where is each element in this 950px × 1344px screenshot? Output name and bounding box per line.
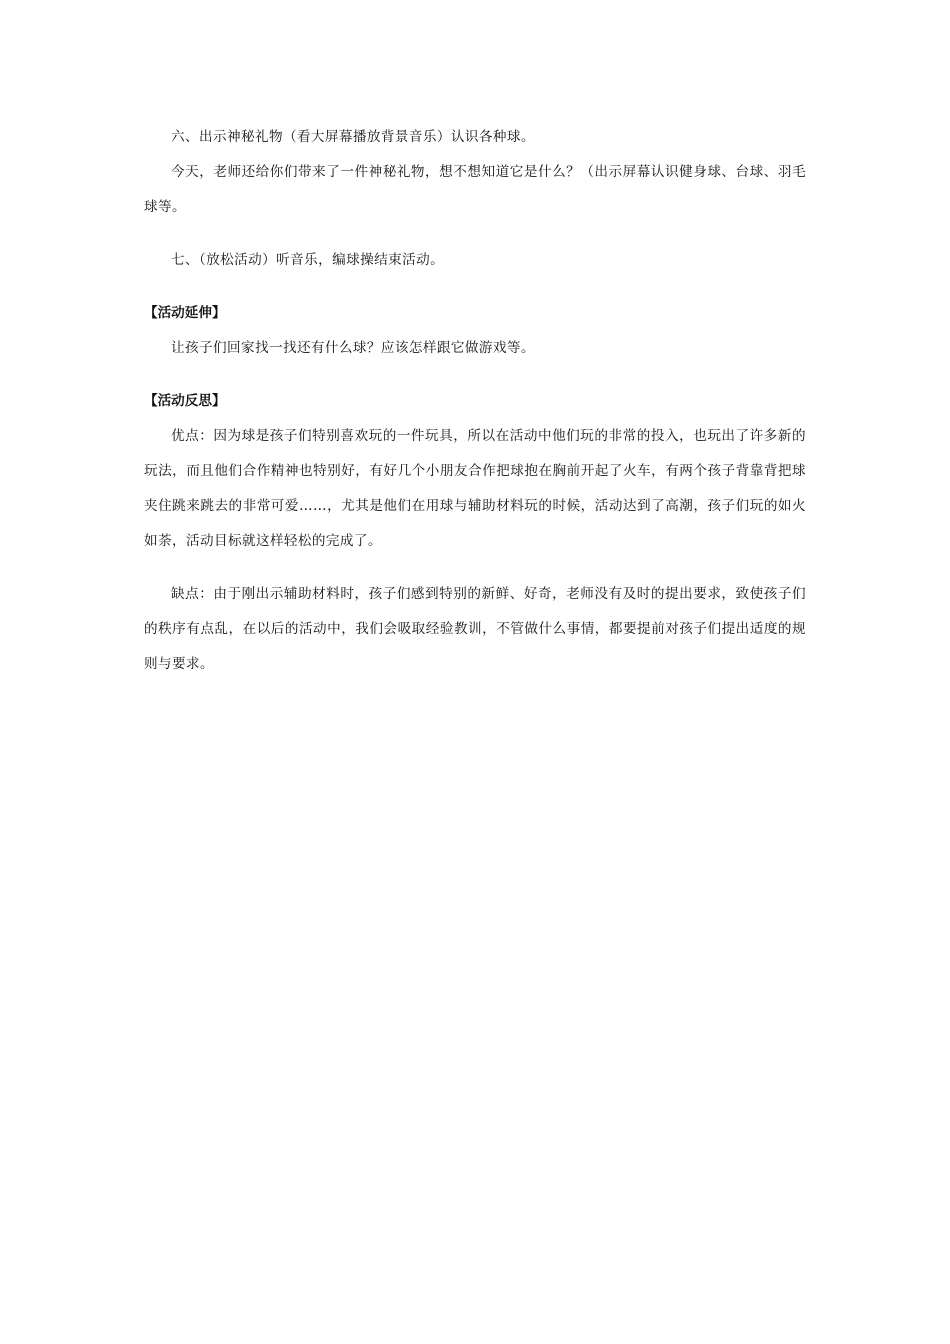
spacer	[144, 366, 806, 384]
extension-body: 让孩子们回家找一找还有什么球？应该怎样跟它做游戏等。	[171, 340, 535, 356]
spacer	[144, 225, 806, 243]
section-six-title: 六、出示神秘礼物（看大屏幕播放背景音乐）认识各种球。	[171, 129, 535, 145]
section-six-body: 今天，老师还给你们带来了一件神秘礼物，想不想知道它是什么？（出示屏幕认识健身球、台球、羽毛球等。	[144, 164, 806, 215]
document-content	[144, 120, 806, 682]
reflection-advantages: 优点：因为球是孩子们特别喜欢玩的一件玩具，所以在活动中他们玩的非常的投入，也玩出了许多新的玩法，而且他们合作精神也特别好，有好几个小朋友合作把球抱在胸前开起了火车，有两个孩子背靠背把球夹住跳来跳去的非常可爱……，尤其是他们在用球与辅助材料玩的时候，活动达到了高潮，孩子们玩的如火如荼，活动目标就这样轻松的完成了。	[144, 428, 806, 549]
reflection-disadvantages: 缺点：由于刚出示辅助材料时，孩子们感到特别的新鲜、好奇，老师没有及时的提出要求，致使孩子们的秩序有点乱，在以后的活动中，我们会吸取经验教训，不管做什么事情，都要提前对孩子们提出适度的规则与要求。	[144, 586, 806, 672]
reflection-heading: 【活动反思】	[144, 393, 226, 409]
spacer	[144, 278, 806, 296]
spacer	[144, 559, 806, 577]
section-seven-title: 七、（放松活动）听音乐，编球操结束活动。	[171, 252, 445, 268]
extension-heading: 【活动延伸】	[144, 305, 226, 321]
